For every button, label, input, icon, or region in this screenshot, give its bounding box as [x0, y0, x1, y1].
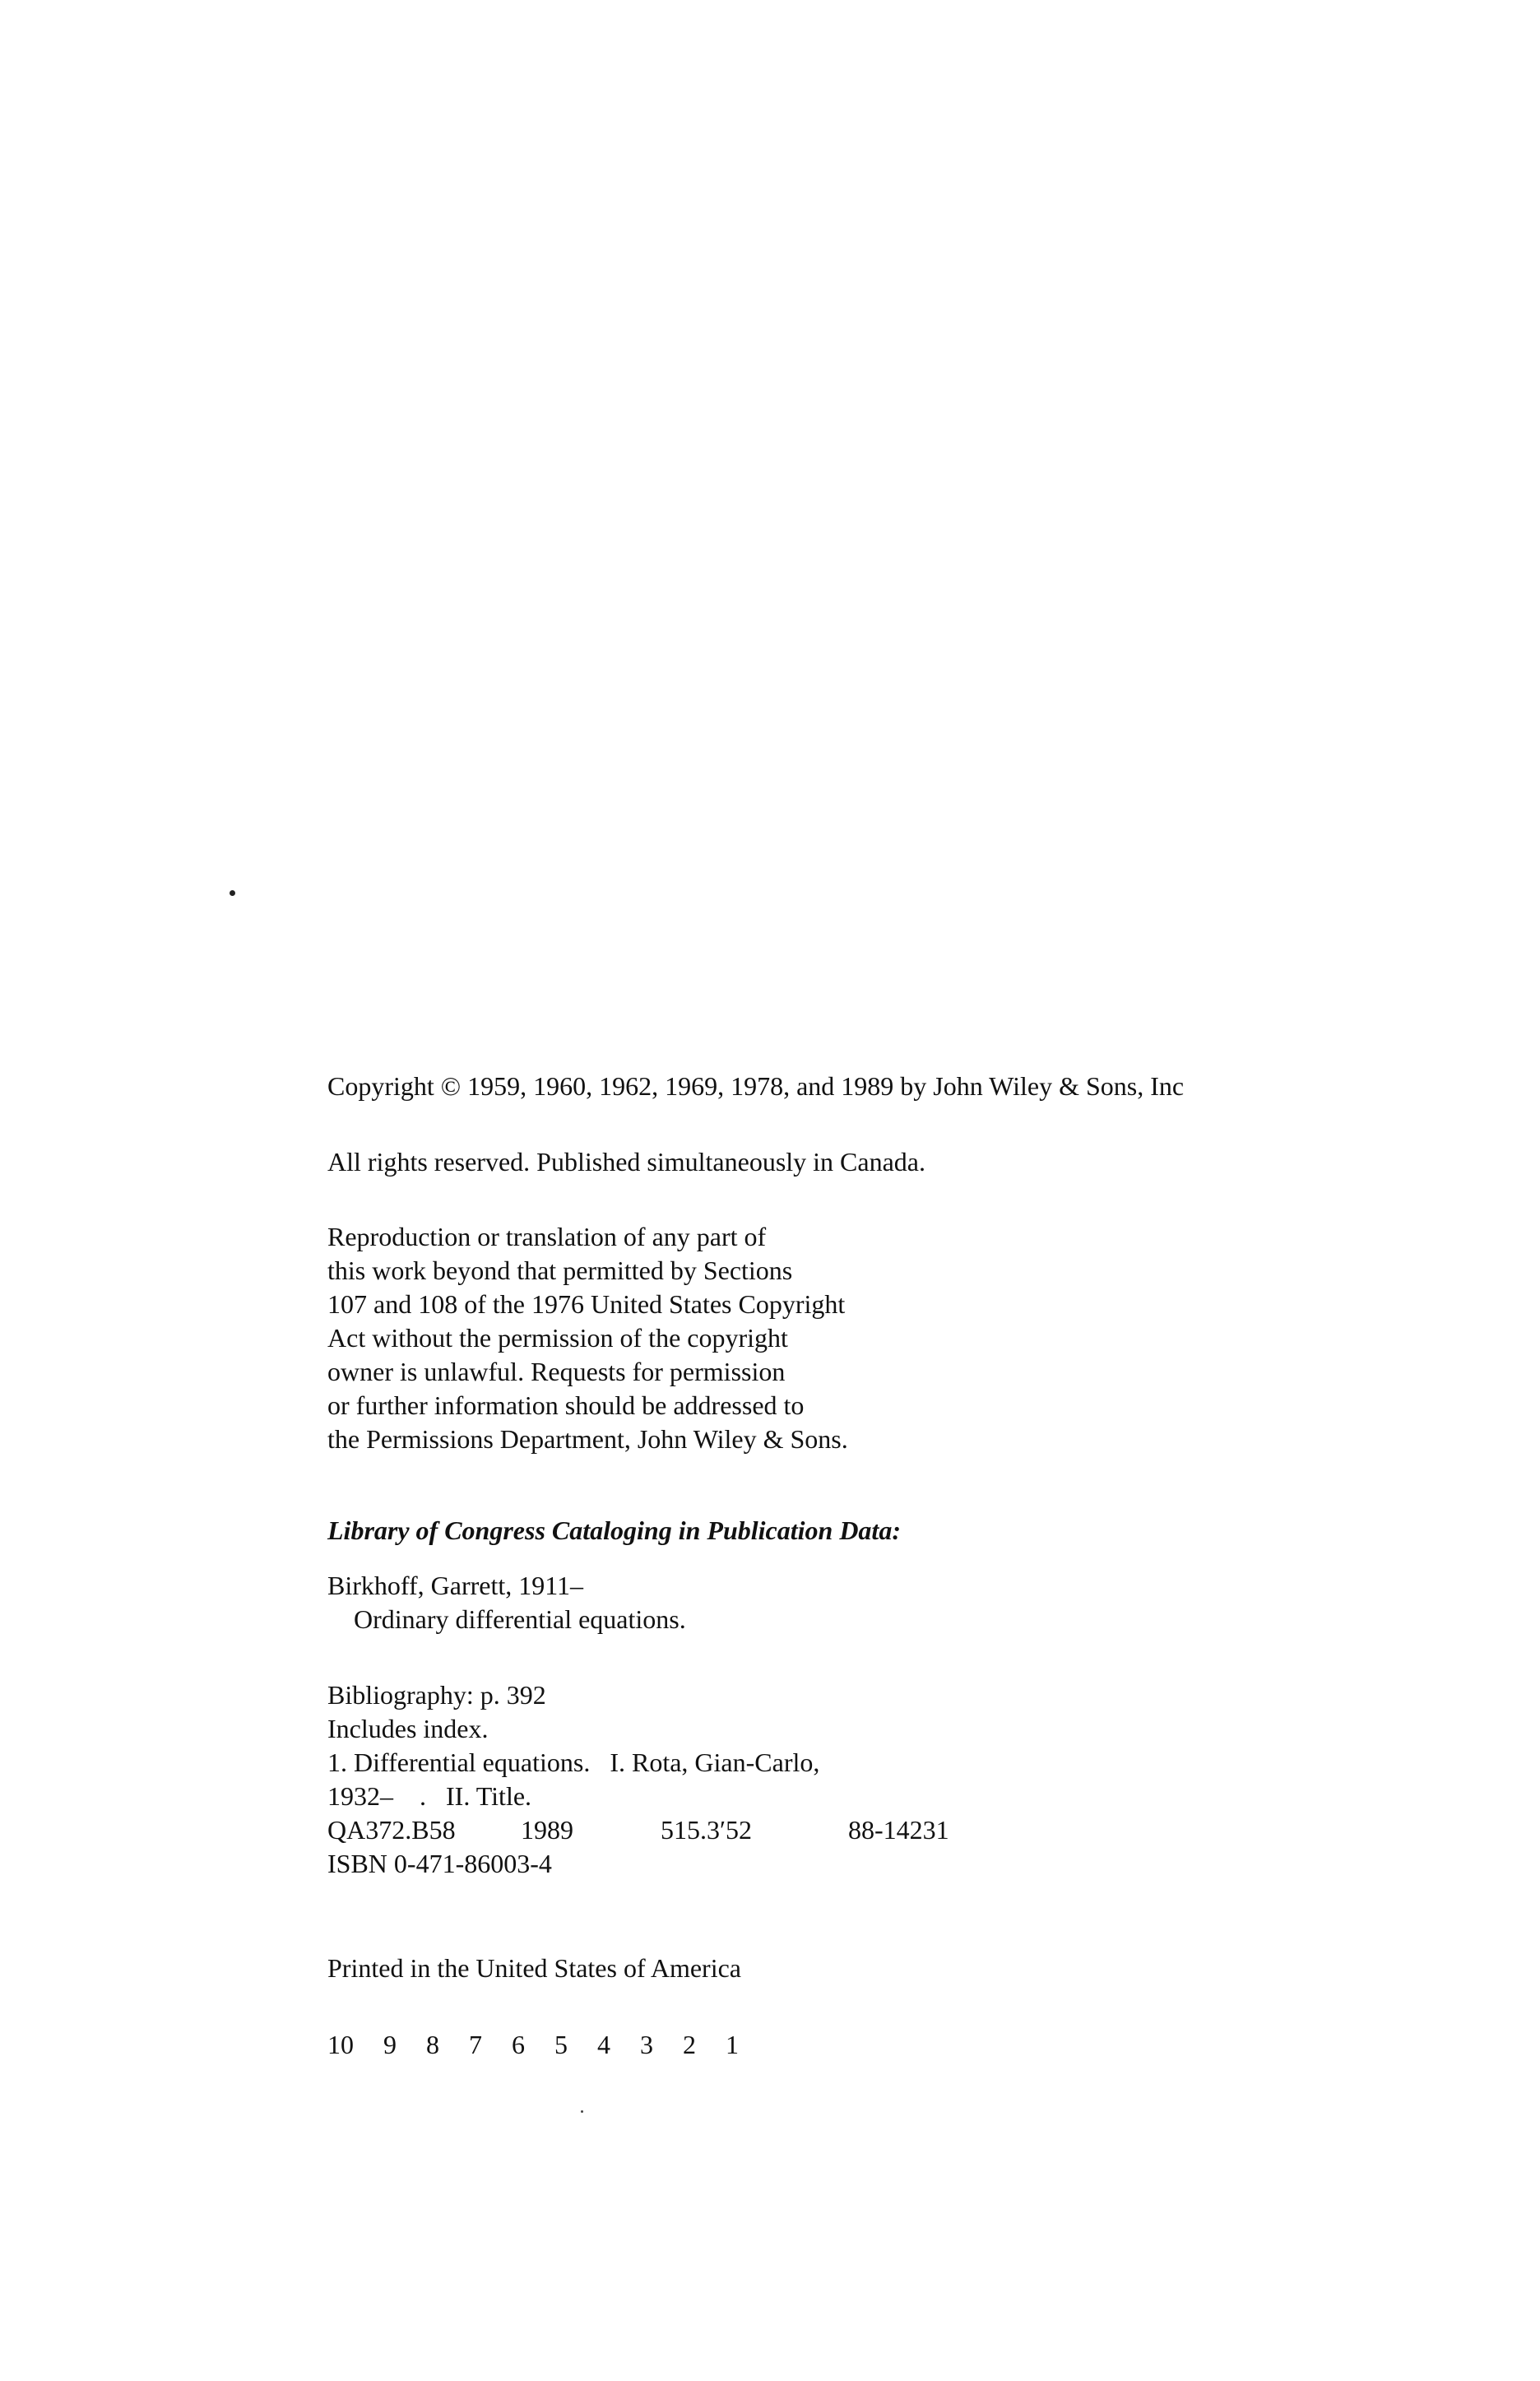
reproduction-line: Reproduction or translation of any part of	[327, 1222, 767, 1251]
printed-notice	[327, 1952, 741, 1985]
printing-number: 7	[469, 2030, 482, 2059]
printing-number: 5	[554, 2030, 568, 2059]
cip-heading-block	[327, 1514, 901, 1548]
stray-mark	[230, 890, 235, 896]
reproduction-line: this work beyond that permitted by Sections	[327, 1255, 793, 1285]
printing-number: 10	[327, 2030, 354, 2059]
printing-number: 8	[426, 2030, 439, 2059]
cip-author: Birkhoff, Garrett, 1911–	[327, 1571, 584, 1600]
printing-number: 1	[726, 2030, 739, 2059]
reproduction-line: 107 and 108 of the 1976 United States Copyright	[327, 1289, 846, 1319]
copyright-line: Copyright © 1959, 1960, 1962, 1969, 1978, and 1989 by John Wiley & Sons, Inc	[327, 1071, 1185, 1101]
cip-subjects-line-1: 1. Differential equations. I. Rota, Gian-Carlo,	[327, 1747, 820, 1777]
reproduction-line: or further information should be addressed to	[327, 1390, 805, 1420]
printing-number: 4	[597, 2030, 610, 2059]
copyright-notice	[327, 1070, 1184, 1103]
printing-number-line	[327, 2028, 762, 2062]
cip-lccn: 88-14231	[848, 1815, 949, 1845]
reproduction-line: the Permissions Department, John Wiley & Sons.	[327, 1424, 848, 1454]
reproduction-line: Act without the permission of the copyright	[327, 1323, 788, 1353]
printed-line: Printed in the United States of America	[327, 1953, 741, 1983]
cip-classification-row	[327, 1813, 1013, 1847]
printing-number: 9	[383, 2030, 397, 2059]
cip-call-number: QA372.B58	[327, 1815, 456, 1845]
cip-entry	[327, 1569, 686, 1636]
printing-number: 2	[683, 2030, 696, 2059]
cip-bibliography: Bibliography: p. 392	[327, 1680, 546, 1710]
reproduction-line: owner is unlawful. Requests for permission	[327, 1357, 786, 1386]
cip-isbn: ISBN 0-471-86003-4	[327, 1849, 552, 1878]
rights-notice	[327, 1145, 925, 1179]
cip-details	[327, 1678, 1013, 1881]
rights-line: All rights reserved. Published simultaneously in Canada.	[327, 1147, 925, 1177]
cip-includes: Includes index.	[327, 1714, 489, 1743]
printing-number: 3	[640, 2030, 653, 2059]
cip-heading: Library of Congress Cataloging in Publication Data:	[327, 1515, 901, 1545]
cip-dewey: 515.3′52	[661, 1815, 752, 1845]
cip-subjects-line-2: 1932– . II. Title.	[327, 1781, 532, 1811]
printing-number: 6	[512, 2030, 525, 2059]
cip-title: Ordinary differential equations.	[354, 1604, 686, 1634]
reproduction-notice	[327, 1220, 848, 1456]
stray-mark	[581, 2110, 583, 2113]
cip-year: 1989	[521, 1815, 573, 1845]
